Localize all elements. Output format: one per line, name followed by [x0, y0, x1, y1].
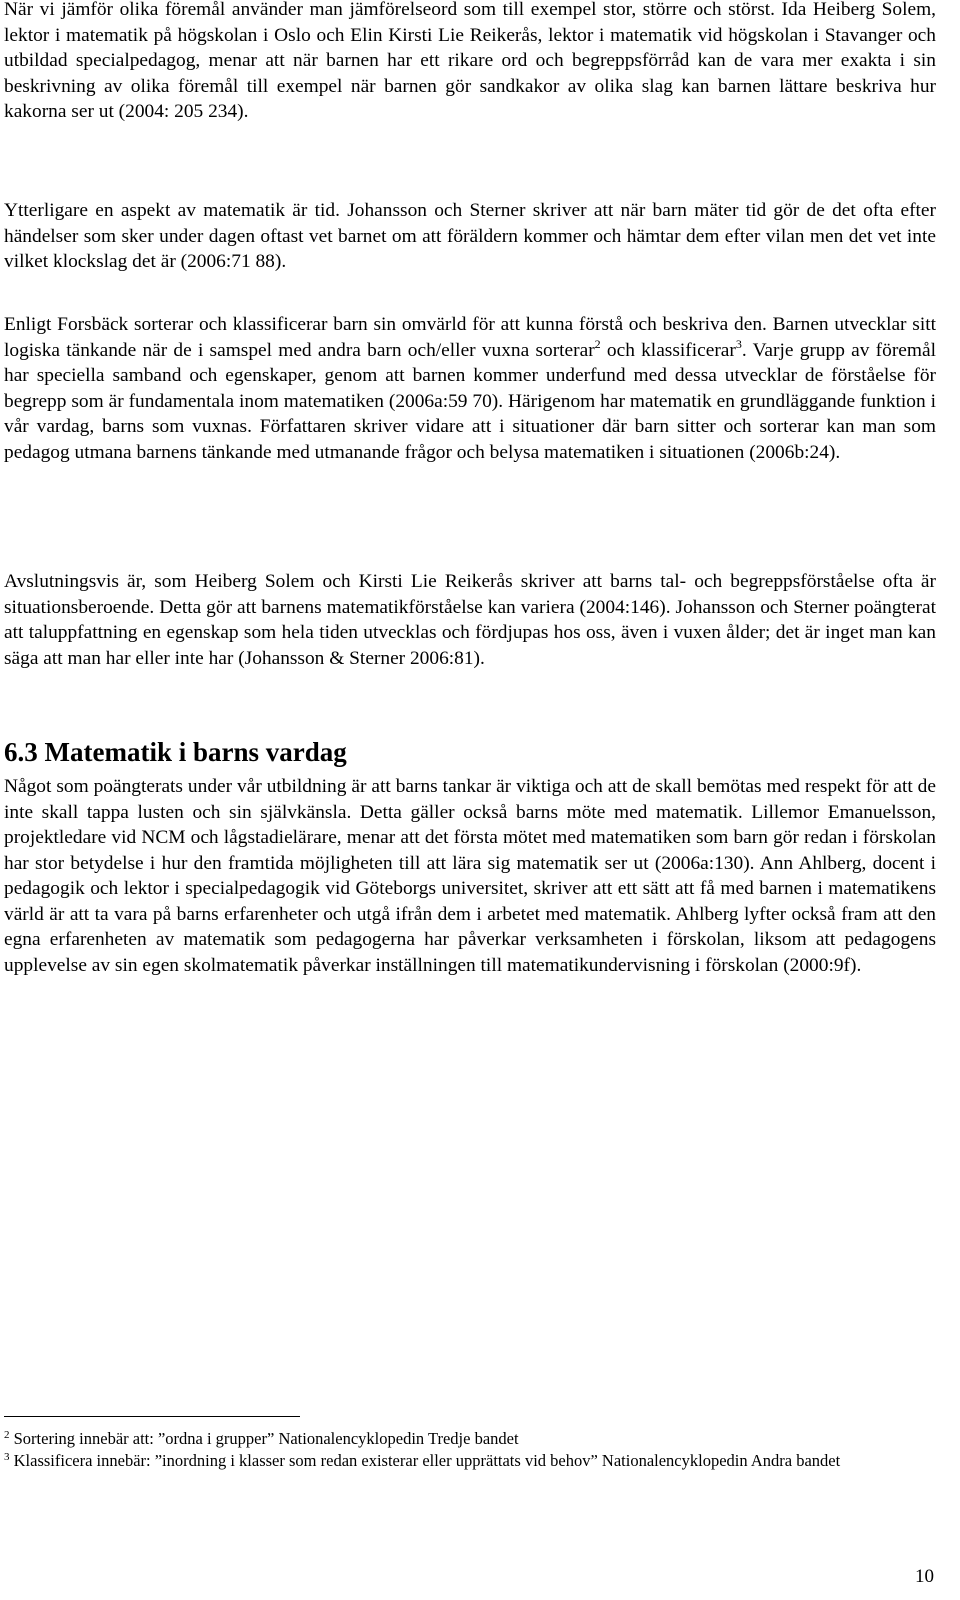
footnote-text: Klassificera innebär: ”inordning i klasser som redan existerar eller upprättats vid behov” Nationalencyklopedin Andra bandet: [13, 1451, 841, 1470]
paragraph-conclusion: Avslutningsvis är, som Heiberg Solem och Kirsti Lie Reikerås skriver att barns tal- och begreppsförståelse ofta är situationsberoende. Detta gör att barnens matematikförståelse kan variera (2004:146). Johansson och Sterner poängterat att taluppfattning en egenskap som hela tiden utvecklas och fördjupas hos oss, även i vuxen ålder; det är inget man kan säga att man har eller inte har (Johansson & Sterner 2006:81).: [4, 571, 936, 669]
paragraph-text: . Varje grupp av föremål har speciella samband och egenskaper, genom att barnen kommer underfund med dessa utvecklar de förståelse för begrepp som är fundamentala inom matematiken (2006a:59 70). Härigenom har matematik en grundläggande funktion i vår vardag, barns som vuxnas. Författaren skriver vidare att i situationer där barn sitter och sorterar kan man som pedagog utmana barnens tänkande med utmanande frågor och belysa matematiken i situationen (2006b:24).: [4, 339, 936, 463]
footnote-2: [4, 1428, 944, 1450]
footnote-ref-3[interactable]: 3: [735, 336, 742, 351]
footnote-ref-2[interactable]: 2: [594, 336, 601, 351]
footnote-text: Sortering innebär att: ”ordna i grupper” Nationalencyklopedin Tredje bandet: [13, 1429, 519, 1448]
paragraph-everyday-math: Något som poängterats under vår utbildning är att barns tankar är viktiga och att de skall bemötas med respekt för att de inte skall tappa lusten och sin självkänsla. Detta gäller också barns möte med matematik. Lillemor Emanuelsson, projektledare vid NCM och lågstadielärare, menar att det första mötet med matematiken som barn gör redan i förskolan har stor betydelse i hur den framtida möjligheten till att lära sig matematik ser ut (2006a:130). Ann Ahlberg, docent i pedagogik och lektor i specialpedagogik vid Göteborgs universitet, skriver att ett sätt att få med barnen i matematikens värld är att ta vara på barns erfarenheter och utgå ifrån dem i arbetet med matematik. Ahlberg lyfter också fram att den egna erfarenheten av matematik som pedagogerna har påverkar verksamheten i förskolan, liksom att pedagogens upplevelse av sin egen skolmatematik påverkar inställningen till matematikundervisning i förskolan (2000:9f).: [4, 776, 936, 976]
paragraph-sorting-classifying: [4, 312, 936, 465]
paragraph-comparison-words: När vi jämför olika föremål använder man jämförelseord som till exempel stor, större och störst. Ida Heiberg Solem, lektor i matematik på högskolan i Oslo och Elin Kirsti Lie Reikerås, lektor i matematik vid högskolan i Stavanger och utbildad specialpedagog, menar att när barnen har ett rikare ord och begreppsförråd kan de vara mer exakta i sin beskrivning av olika föremål till exempel när barnen gör sandkakor av olika slag kan barnen lättare beskriva hur kakorna ser ut (2004: 205 234).: [4, 0, 936, 122]
paragraph-text: och klassificerar: [600, 339, 736, 361]
footnote-separator: [4, 1416, 300, 1417]
footnote-number: 3: [4, 1451, 10, 1463]
paragraph-text: Enligt Forsbäck sorterar och klassificerar barn sin omvärld för att kunna förstå och beskriva den. Barnen utvecklar sitt logiska tänkande när de i samspel med andra barn och/eller vuxna sorterar: [4, 314, 936, 361]
footnote-number: 2: [4, 1429, 10, 1441]
footnote-3: [4, 1450, 944, 1472]
paragraph-time-aspect: Ytterligare en aspekt av matematik är tid. Johansson och Sterner skriver att när barn mäter tid gör de det ofta efter händelser som sker under dagen oftast vet barnet om att föräldern kommer och hämtar dem efter vilan men det vet inte vilket klockslag det är (2006:71 88).: [4, 200, 936, 272]
section-heading: 6.3 Matematik i barns vardag: [4, 737, 347, 767]
page-number: 10: [915, 1566, 934, 1587]
